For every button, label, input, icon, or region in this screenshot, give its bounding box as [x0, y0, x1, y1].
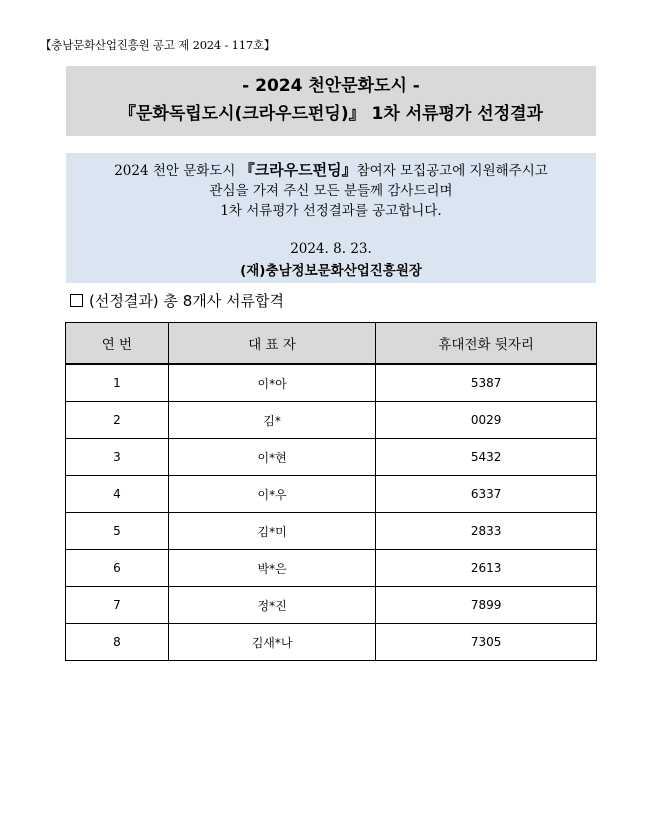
cell-name: 이*우: [168, 476, 376, 513]
table-row: [66, 476, 597, 513]
table-row: [66, 513, 597, 550]
crowdfunding-highlight: 『크라우드펀딩』: [239, 161, 357, 179]
cell-number: 4: [66, 476, 169, 513]
table-row: [66, 624, 597, 661]
title-banner: [66, 66, 596, 136]
cell-number: 8: [66, 624, 169, 661]
cell-phone: 0029: [376, 402, 597, 439]
cell-phone: 7899: [376, 587, 597, 624]
issuer-name: (재)충남정보문화산업진흥원장: [240, 263, 422, 279]
cell-name: 정*진: [168, 587, 376, 624]
cell-number: 2: [66, 402, 169, 439]
table-header-row: [66, 323, 597, 365]
results-table: [65, 322, 597, 661]
announcement-line-1-suffix: 참여자 모집공고에 지원해주시고: [356, 163, 548, 179]
section-heading: [70, 290, 284, 311]
header-number: 연 번: [66, 323, 169, 365]
cell-name: 박*은: [168, 550, 376, 587]
cell-number: 7: [66, 587, 169, 624]
table-row: [66, 402, 597, 439]
cell-phone: 5432: [376, 439, 597, 476]
table-row: [66, 587, 597, 624]
table-row: [66, 439, 597, 476]
cell-number: 5: [66, 513, 169, 550]
checkbox-square-icon: [70, 294, 83, 307]
cell-phone: 6337: [376, 476, 597, 513]
cell-name: 김새*나: [168, 624, 376, 661]
announcement-box: [66, 153, 596, 283]
table-row: [66, 550, 597, 587]
title-line-1: - 2024 천안문화도시 -: [242, 76, 420, 96]
cell-phone: 2833: [376, 513, 597, 550]
cell-name: 김*미: [168, 513, 376, 550]
cell-name: 이*아: [168, 364, 376, 402]
header-representative: 대 표 자: [168, 323, 376, 365]
cell-number: 3: [66, 439, 169, 476]
title-line-2: 『문화독립도시(크라우드펀딩)』 1차 서류평가 선정결과: [119, 104, 543, 124]
announcement-line-3: 1차 서류평가 선정결과를 공고합니다.: [220, 203, 442, 219]
cell-name: 김*: [168, 402, 376, 439]
header-phone-suffix: 휴대전화 뒷자리: [376, 323, 597, 365]
table-row: [66, 364, 597, 402]
notice-number: 【충남문화산업진흥원 공고 제 2024 - 117호】: [40, 38, 276, 52]
cell-number: 1: [66, 364, 169, 402]
announcement-line-1-prefix: 2024 천안 문화도시: [114, 163, 240, 179]
cell-number: 6: [66, 550, 169, 587]
announcement-line-1: [66, 160, 596, 181]
cell-phone: 7305: [376, 624, 597, 661]
section-heading-text: (선정결과) 총 8개사 서류합격: [89, 292, 284, 310]
cell-phone: 2613: [376, 550, 597, 587]
announcement-date: 2024. 8. 23.: [290, 241, 372, 257]
announcement-line-2: 관심을 가져 주신 모든 분들께 감사드리며: [209, 183, 453, 199]
cell-phone: 5387: [376, 364, 597, 402]
cell-name: 이*현: [168, 439, 376, 476]
